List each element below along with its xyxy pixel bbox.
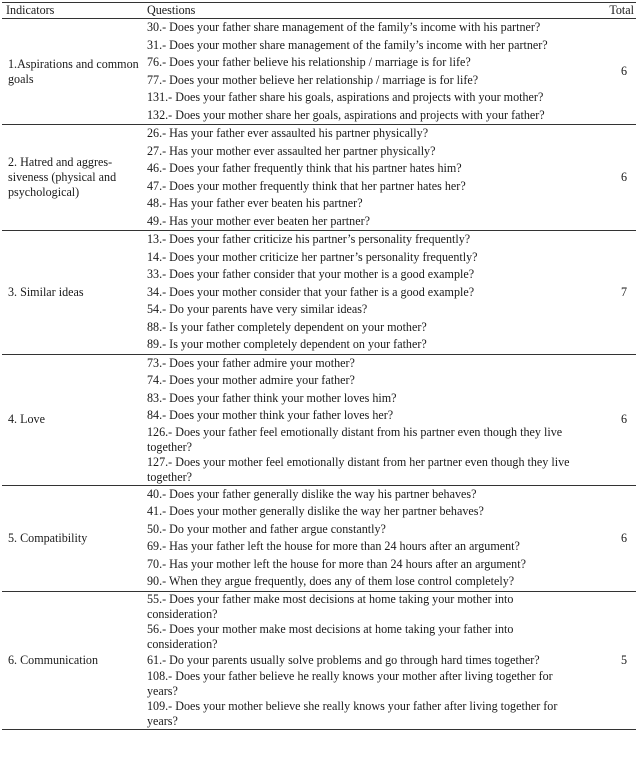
- question-item: 27.- Has your mother ever assaulted her partner physically?: [147, 143, 436, 158]
- question-item: 131.- Does your father share his goals, aspirations and projects with your mother?: [147, 90, 544, 105]
- question-list: [143, 231, 580, 355]
- question-item: 40.- Does your father generally dislike the way his partner behaves?: [147, 486, 477, 501]
- question-item: 31.- Does your mother share management of the family’s income with her partner?: [147, 37, 548, 52]
- question-list: [143, 125, 580, 231]
- question-item: 49.- Has your mother ever beaten her partner?: [147, 213, 370, 228]
- question-item: 41.- Does your mother generally dislike the way her partner behaves?: [147, 504, 484, 519]
- question-item: 84.- Does your mother think your father loves her?: [147, 408, 394, 423]
- indicator-total: 6: [580, 354, 636, 485]
- question-item: 74.- Does your mother admire your father?: [147, 373, 355, 388]
- question-item: 109.- Does your mother believe she really knows your father after living together for years?: [147, 699, 558, 728]
- question-item: 34.- Does your mother consider that your father is a good example?: [147, 284, 475, 299]
- question-item: 33.- Does your father consider that your mother is a good example?: [147, 267, 475, 282]
- header-questions: Questions: [143, 3, 580, 19]
- question-item: 126.- Does your father feel emotionally distant from his partner even though they live together?: [147, 424, 563, 454]
- question-item: 76.- Does your father believe his relationship / marriage is for life?: [147, 55, 471, 70]
- indicator-label: 6. Communication: [2, 591, 143, 730]
- header-indicators: Indicators: [2, 3, 143, 19]
- question-item: 46.- Does your father frequently think that his partner hates him?: [147, 161, 462, 176]
- question-item: 108.- Does your father believe he really knows your mother after living together for years?: [147, 669, 553, 698]
- question-item: 88.- Is your father completely dependent on your mother?: [147, 319, 427, 334]
- indicator-label: 3. Similar ideas: [2, 231, 143, 355]
- indicator-label: 5. Compatibility: [2, 485, 143, 591]
- indicator-label: 1.Aspirations and common goals: [2, 19, 143, 125]
- question-item: 70.- Has your mother left the house for more than 24 hours after an argument?: [147, 556, 526, 571]
- indicator-total: 6: [580, 19, 636, 125]
- indicator-label: 4. Love: [2, 354, 143, 485]
- indicator-group-row: [2, 125, 636, 231]
- question-item: 90.- When they argue frequently, does any of them lose control completely?: [147, 574, 515, 589]
- indicator-group-row: [2, 231, 636, 355]
- question-item: 14.- Does your mother criticize her partner’s personality frequently?: [147, 249, 478, 264]
- question-item: 73.- Does your father admire your mother?: [147, 355, 355, 370]
- indicators-table: [2, 2, 636, 730]
- indicator-total: 5: [580, 591, 636, 730]
- question-list: [143, 591, 580, 730]
- indicator-group-row: [2, 354, 636, 485]
- indicator-label: 2. Hatred and aggres-siveness (physical and psychological): [2, 125, 143, 231]
- question-item: 61.- Do your parents usually solve problems and go through hard times together?: [147, 652, 540, 667]
- indicator-group-row: [2, 485, 636, 591]
- table-body: [2, 19, 636, 730]
- question-item: 69.- Has your father left the house for more than 24 hours after an argument?: [147, 539, 520, 554]
- question-item: 127.- Does your mother feel emotionally distant from her partner even though they live together?: [147, 454, 570, 484]
- header-row: [2, 3, 636, 19]
- question-item: 56.- Does your mother make most decisions at home taking your father into consideration?: [147, 621, 514, 651]
- question-item: 132.- Does your mother share her goals, aspirations and projects with your father?: [147, 107, 545, 122]
- question-item: 83.- Does your father think your mother loves him?: [147, 390, 397, 405]
- question-item: 89.- Is your mother completely dependent on your father?: [147, 337, 427, 352]
- question-list: [143, 485, 580, 591]
- indicator-total: 6: [580, 125, 636, 231]
- question-item: 50.- Do your mother and father argue constantly?: [147, 521, 386, 536]
- question-item: 26.- Has your father ever assaulted his partner physically?: [147, 126, 429, 141]
- question-item: 77.- Does your mother believe her relationship / marriage is for life?: [147, 72, 479, 87]
- question-item: 55.- Does your father make most decisions at home taking your mother into consideration?: [147, 591, 514, 621]
- question-item: 48.- Has your father ever beaten his partner?: [147, 196, 363, 211]
- question-list: [143, 354, 580, 485]
- question-list: [143, 19, 580, 125]
- question-item: 30.- Does your father share management of the family’s income with his partner?: [147, 20, 541, 35]
- indicator-group-row: [2, 591, 636, 730]
- header-total: Total: [580, 3, 636, 19]
- question-item: 13.- Does your father criticize his partner’s personality frequently?: [147, 232, 471, 247]
- indicator-total: 7: [580, 231, 636, 355]
- indicator-group-row: [2, 19, 636, 125]
- indicator-total: 6: [580, 485, 636, 591]
- question-item: 47.- Does your mother frequently think that her partner hates her?: [147, 178, 466, 193]
- question-item: 54.- Do your parents have very similar ideas?: [147, 302, 368, 317]
